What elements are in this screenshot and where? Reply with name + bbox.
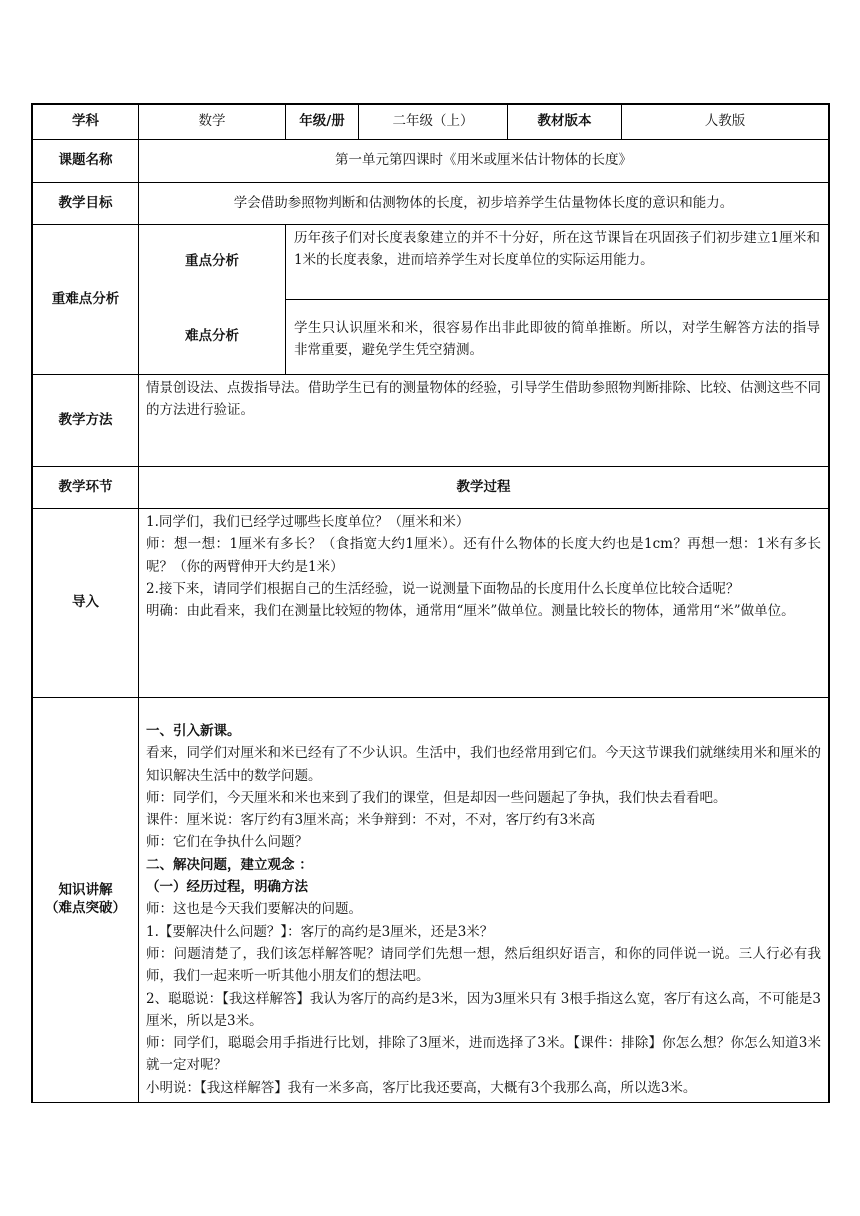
knowledge-line: 师：同学们，今天厘米和米也来到了我们的课堂，但是却因一些问题起了争执，我们快去看看吧。 <box>146 789 727 806</box>
hard-point-label: 难点分析 <box>185 328 239 345</box>
process-title: 教学过程 <box>456 478 511 495</box>
goal-value: 学会借助参照物判断和估测物体的长度，初步培养学生估量物体长度的意识和能力。 <box>233 194 734 211</box>
table-border <box>31 508 829 509</box>
edition-label: 教材版本 <box>537 113 592 130</box>
table-border <box>285 299 829 300</box>
subsection-heading: （一）经历过程，明确方法 <box>146 879 308 896</box>
goal-label: 教学目标 <box>58 194 113 211</box>
knowledge-line: 师：同学们，聪聪会用手指进行比划，排除了3厘米，进而选择了3米。【课件：排除】你怎么想？你怎么知道3米就一定对呢？ <box>146 1035 821 1074</box>
table-border <box>31 697 829 698</box>
intro-line: 2.接下来，请同学们根据自己的生活经验，说一说测量下面物品的长度用什么长度单位比较合适呢？ <box>146 580 740 597</box>
method-text: 情景创设法、点拨指导法。借助学生已有的测量物体的经验，引导学生借助参照物判断排除、比较、估测这些不同的方法进行验证。 <box>146 380 821 419</box>
intro-line: 明确：由此看来，我们在测量比较短的物体，通常用“厘米”做单位。测量比较长的物体，通常用“米”做单位。 <box>146 603 795 620</box>
key-point-text: 历年孩子们对长度表象建立的并不十分好，所在这节课旨在巩固孩子们初步建立1厘米和1米的长度表象，进而培养学生对长度单位的实际运用能力。 <box>294 230 820 269</box>
knowledge-line: 看来，同学们对厘米和米已经有了不少认识。生活中，我们也经常用到它们。今天这节课我们就继续用米和厘米的知识解决生活中的数学问题。 <box>146 745 821 784</box>
table-border <box>828 103 830 1103</box>
subject-label: 学科 <box>72 113 99 130</box>
topic-value: 第一单元第四课时《用米或厘米估计物体的长度》 <box>335 152 632 169</box>
knowledge-label-line2: （难点突破） <box>45 900 126 916</box>
edition-value: 人教版 <box>704 113 746 130</box>
knowledge-line: 小明说：【我这样解答】我有一米多高，客厅比我还要高，大概有3个我那么高，所以选3米。 <box>146 1079 697 1096</box>
knowledge-line: 2、聪聪说：【我这样解答】我认为客厅的高约是3米，因为3厘米只有 3根手指这么宽，客厅有这么高，不可能是3厘米，所以是3米。 <box>146 990 821 1029</box>
knowledge-line: 师：这也是今天我们要解决的问题。 <box>146 901 362 918</box>
section-heading: 一、引入新课。 <box>146 723 241 739</box>
intro-text <box>146 511 821 622</box>
knowledge-line: 1.【要解决什么问题？】：客厅的高约是3厘米，还是3米？ <box>146 923 494 940</box>
intro-label: 导入 <box>72 594 99 611</box>
intro-line: 1.同学们，我们已经学过哪些长度单位？（厘米和米） <box>146 514 470 530</box>
table-border <box>31 1102 829 1103</box>
difficulty-label: 重难点分析 <box>51 290 120 307</box>
table-border <box>285 224 286 375</box>
subject-value: 数学 <box>198 113 226 130</box>
hard-point-text: 学生只认识厘米和米，很容易作出非此即彼的简单推断。所以，对学生解答方法的指导非常重要，避免学生凭空猜测。 <box>294 320 820 359</box>
grade-value: 二年级（上） <box>392 113 474 130</box>
knowledge-label-line1: 知识讲解 <box>58 882 113 899</box>
knowledge-line: 师：问题清楚了，我们该怎样解答呢？请同学们先想一想，然后组织好语言，和你的同伴说一说。三人行必有我师，我们一起来听一听其他小朋友们的想法吧。 <box>146 945 821 985</box>
key-point-label: 重点分析 <box>185 253 239 270</box>
knowledge-text <box>146 720 821 1099</box>
table-border <box>31 374 829 375</box>
grade-label: 年级/册 <box>299 113 345 130</box>
knowledge-line: 师：它们在争执什么问题？ <box>146 834 308 851</box>
knowledge-line: 课件：厘米说：客厅约有3厘米高；米争辩到：不对，不对，客厅约有3米高 <box>146 812 596 829</box>
intro-line: 师：想一想：1厘米有多长？（食指宽大约1厘米）。还有什么物体的长度大约也是1cm？再想一想：1米有多长呢？（你的两臂伸开大约是1米） <box>146 536 821 575</box>
section-heading: 二、解决问题，建立观念 ： <box>146 856 313 873</box>
knowledge-label <box>33 698 138 1102</box>
method-label: 教学方法 <box>58 411 113 428</box>
process-stage-label: 教学环节 <box>58 478 113 495</box>
topic-label: 课题名称 <box>58 152 113 169</box>
